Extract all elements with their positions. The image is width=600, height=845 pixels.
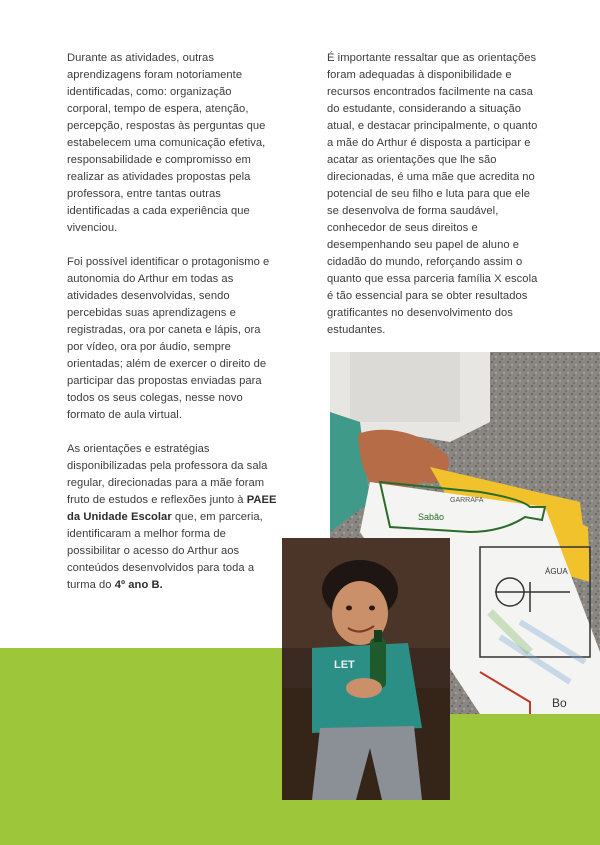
right-paragraph-1: É importante ressaltar que as orientações foram adequadas à disponibilidade e recursos encontrados facilmente na casa do estudante, considerando a situação atual, e destacar principalmente, o quanto a mãe do Arthur é disposta a participar e acatar as orientações que lhe são direcionadas, é uma mãe que acredita no potencial de seu filho e luta para que ele se desenvolva de forma saudável, conhecedor de seus direitos e desempenhando seu papel de aluno e cidadão do mundo, reforçando assim o quanto que essa parceria família X escola é tão essencial para se obter resultados gratificantes no desenvolvimento dos estudantes. <box>327 52 538 336</box>
paee-bold: PAEE da Unidade Escolar <box>67 494 277 523</box>
p3-text-mid: que, em parceria, identificaram a melhor forma de possibilitar o acesso do Arthur aos conteúdos desenvolvidos para toda a turma do <box>67 511 263 591</box>
p3-text-start: As orientações e estratégias disponibilizadas pela professora da sala regular, direcionadas para a mãe foram fruto de estudos e reflexões junto à <box>67 443 268 506</box>
sabao-label: Sabão <box>418 512 445 522</box>
right-text-column <box>327 50 539 356</box>
agua-label: ÁGUA <box>545 567 568 576</box>
garrafa-label: GARRAFA <box>450 497 484 504</box>
boy-photo-illustration <box>282 538 450 800</box>
shirt-text: LET <box>334 659 355 671</box>
bottom-label: Bo <box>552 696 567 710</box>
left-paragraph-3 <box>67 441 277 594</box>
left-paragraph-1: Durante as atividades, outras aprendizagens foram notoriamente identificadas, como: organização corporal, tempo de espera, atenção, percepção, respostas às perguntas que estabelecem uma comunicação efetiva, responsabilidade e compromisso em realizar as atividades propostas pela professora, entre tantas outras identificadas a cada experiência que vivenciou. <box>67 52 266 234</box>
left-text-column <box>67 50 277 611</box>
class-bold: 4º ano B. <box>114 579 163 591</box>
left-paragraph-2: Foi possível identificar o protagonismo e autonomia do Arthur em todas as atividades desenvolvidas, sendo percebidas suas aprendizagens e registradas, ora por caneta e lápis, ora por vídeo, ora por áudio, sempre orientadas; além de exercer o direito de participar das propostas enviadas para todos os seus colegas, nesse novo formato de aula virtual. <box>67 256 270 421</box>
boy-photo <box>282 538 450 800</box>
